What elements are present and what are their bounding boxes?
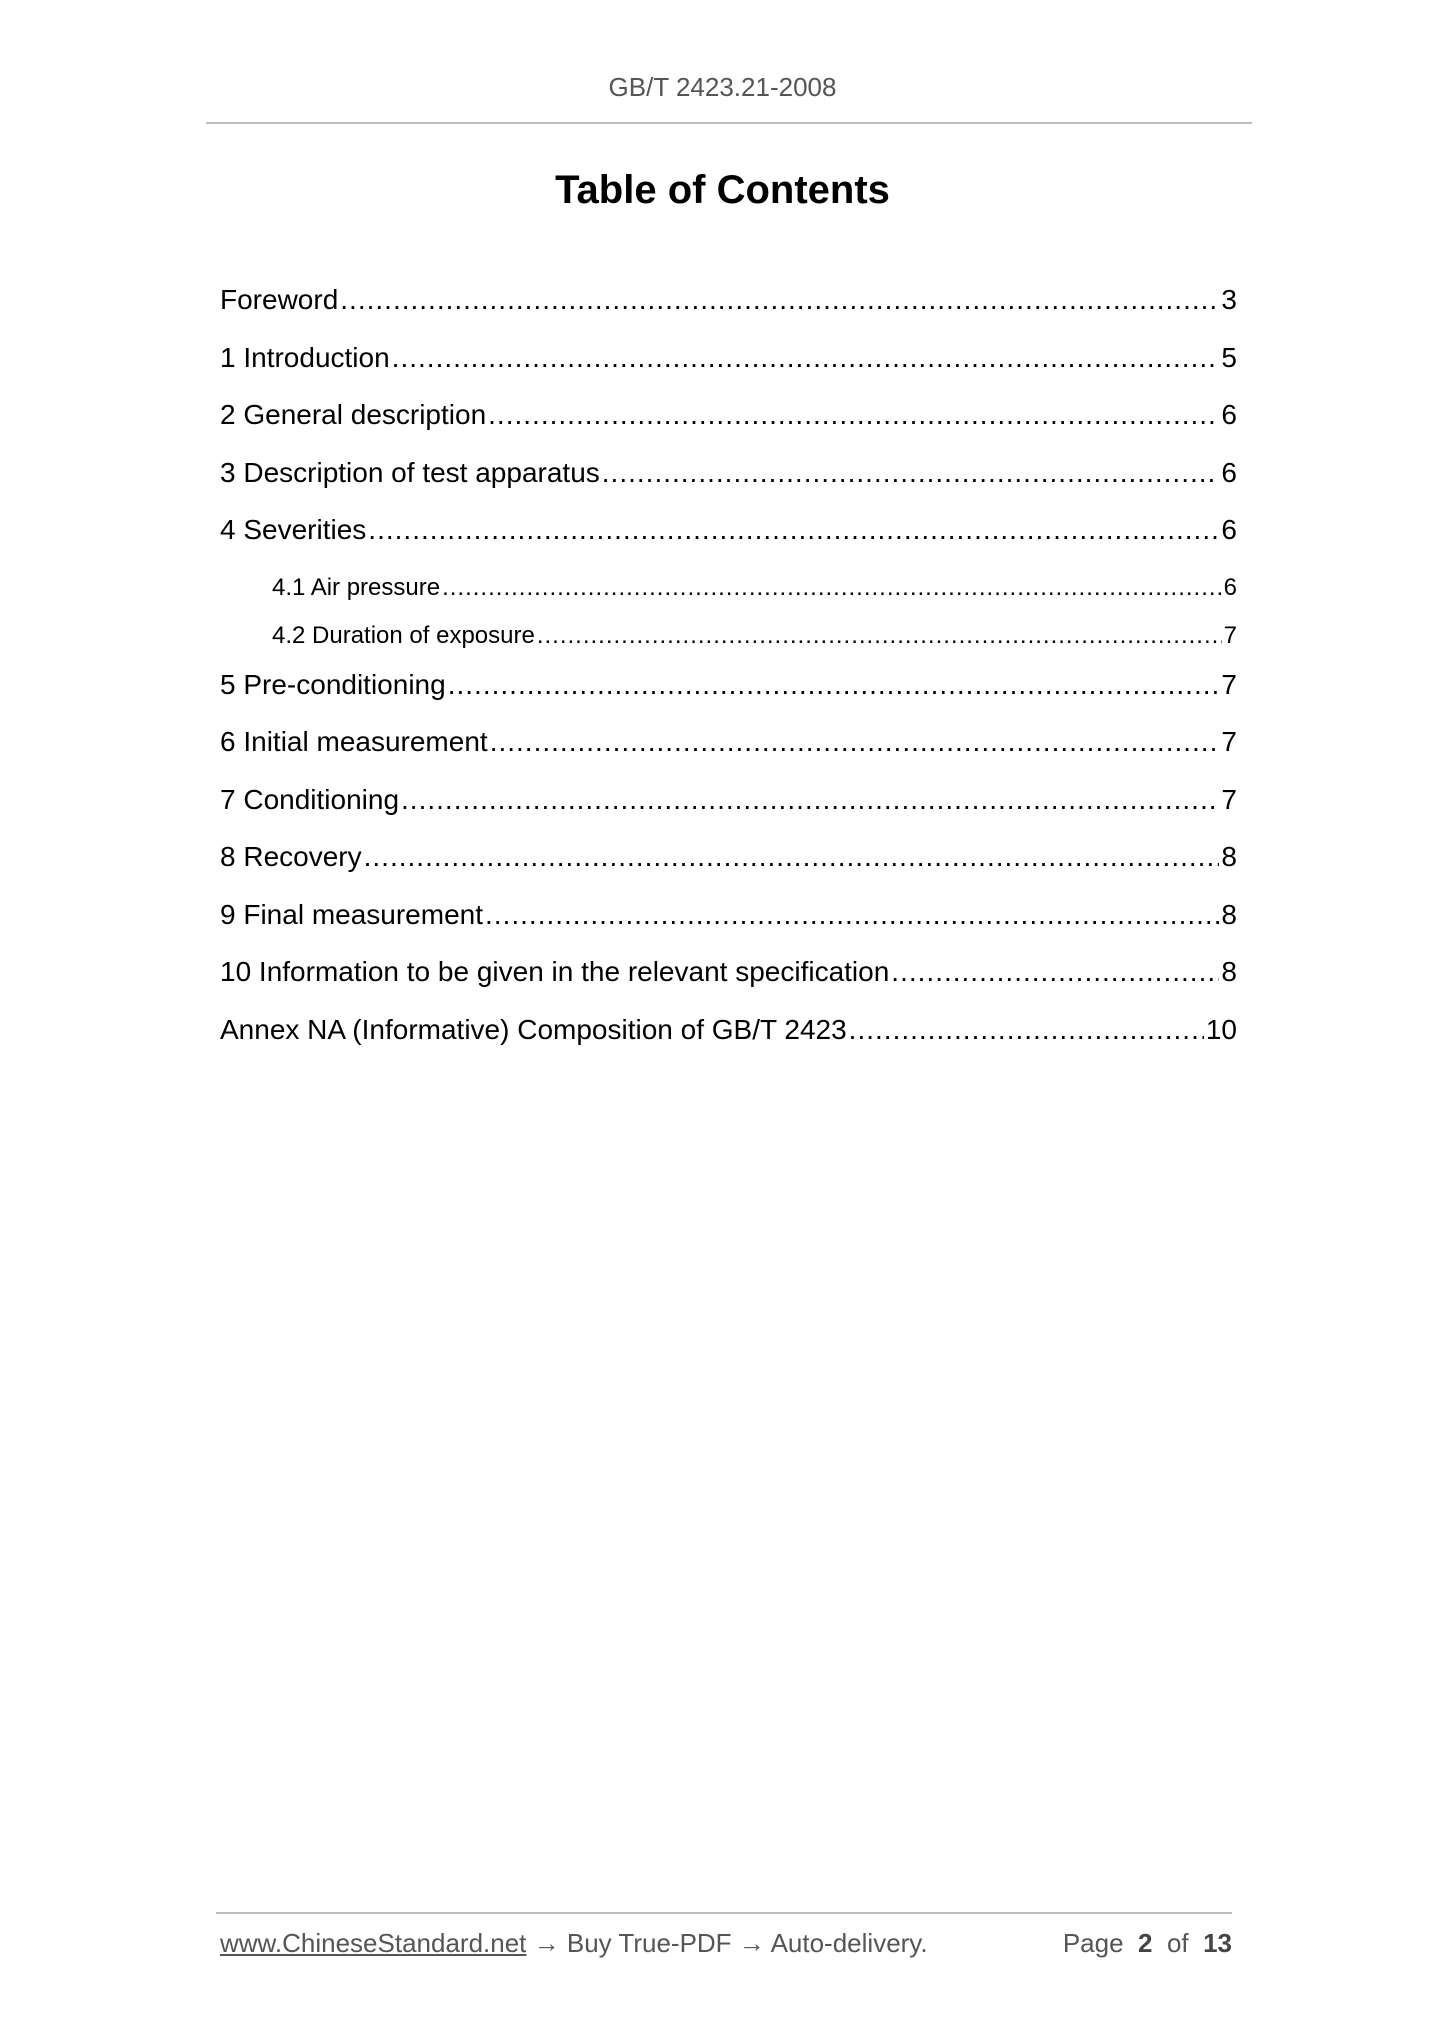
toc-entry-introduction[interactable]: 1 Introduction ..... 5 [220,334,1237,392]
toc-entry-severities[interactable]: 4 Severities ..... 6 [220,506,1237,564]
document-code-header: GB/T 2423.21-2008 [608,72,837,102]
website-link[interactable]: www.ChineseStandard.net [220,1928,527,1958]
header-divider [206,122,1252,124]
toc-entry-general-description[interactable]: 2 General description ..... 6 [220,391,1237,449]
page-number: 2 [1138,1928,1153,1958]
footer-tagline: → Buy True-PDF → Auto-delivery. [526,1928,928,1958]
page-indicator: Page 2 of 13 [1062,1928,1232,1958]
toc-entry-conditioning[interactable]: 7 Conditioning ..... 7 [220,776,1237,834]
toc-entry-initial-measurement[interactable]: 6 Initial measurement ..... 7 [220,718,1237,776]
footer-divider [216,1912,1232,1914]
toc-entry-recovery[interactable]: 8 Recovery ..... 8 [220,833,1237,891]
page-total: 13 [1203,1928,1232,1958]
toc-entry-duration-of-exposure[interactable]: 4.2 Duration of exposure ..... 7 [220,612,1237,661]
toc-entry-information[interactable]: 10 Information to be given in the relevant specification ..... 8 [220,948,1237,1006]
footer-promo [220,1928,928,1959]
page-title: Table of Contents [555,168,890,212]
toc-entry-annex-na[interactable]: Annex NA (Informative) Composition of GB/T 2423 ..... 10 [220,1006,1237,1064]
toc-entry-pre-conditioning[interactable]: 5 Pre-conditioning ..... 7 [220,661,1237,719]
toc-entry-foreword[interactable]: Foreword ..... 3 [220,276,1237,334]
toc-entry-air-pressure[interactable]: 4.1 Air pressure ..... 6 [220,564,1237,613]
page-footer [220,1928,1232,1959]
toc-entry-test-apparatus[interactable]: 3 Description of test apparatus ..... 6 [220,449,1237,507]
table-of-contents [220,276,1237,1063]
toc-entry-final-measurement[interactable]: 9 Final measurement ..... 8 [220,891,1237,949]
